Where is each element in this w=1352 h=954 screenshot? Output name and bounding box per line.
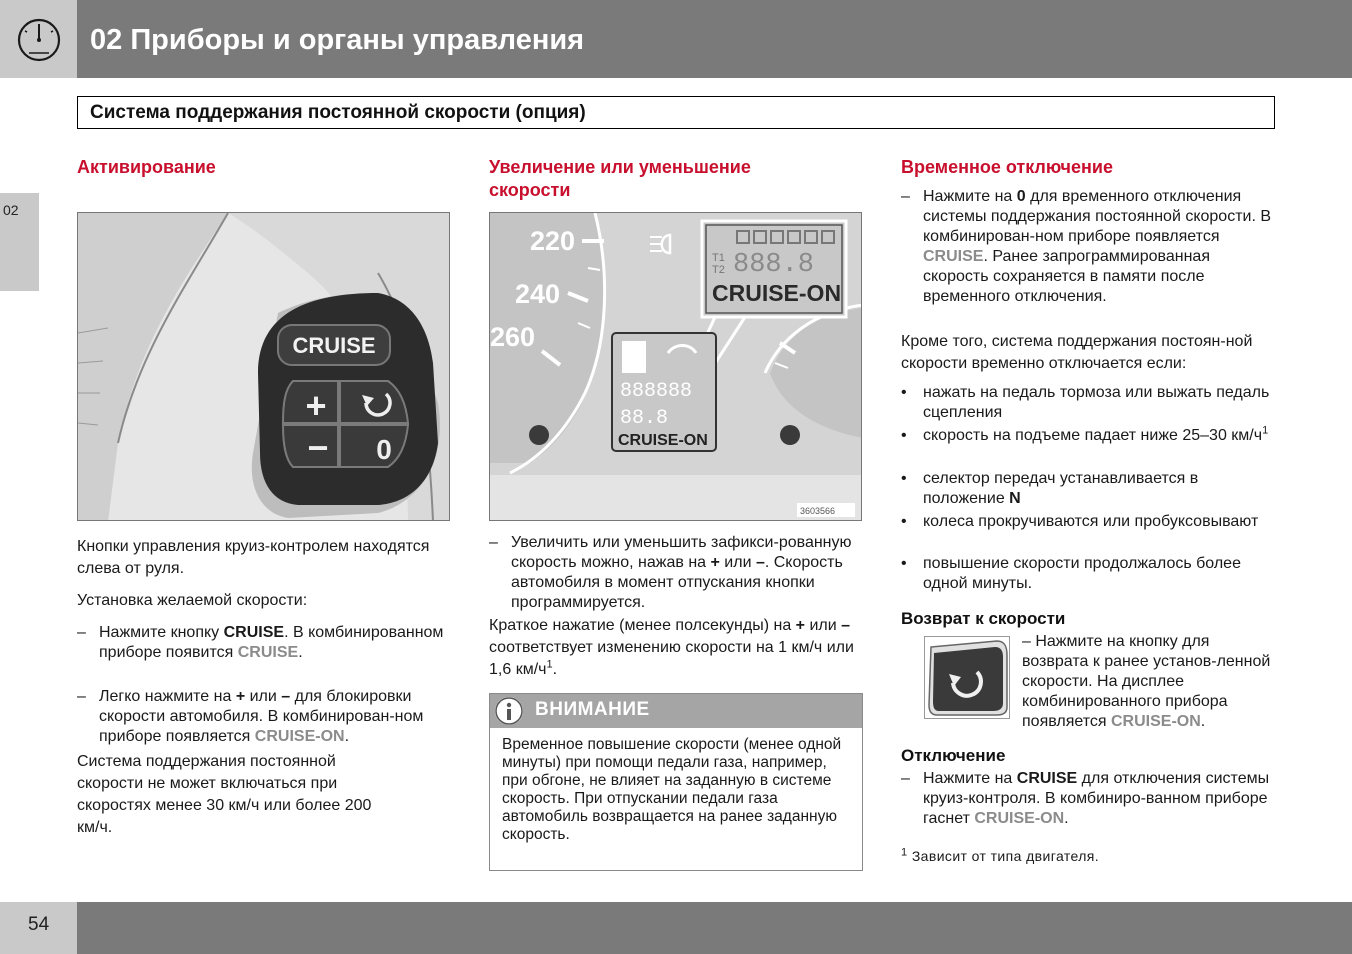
info-icon <box>495 697 523 725</box>
minus-button-label: − <box>307 427 329 468</box>
bullet-brake-clutch: • нажать на педаль тормоза или выжать педаль сцепления <box>901 384 1270 421</box>
zoom-digits: 888.8 <box>733 250 815 280</box>
zoom-cruise-on-text: CRUISE-ON <box>712 280 842 306</box>
zoom-t1-label: T1 <box>712 252 725 264</box>
lcd-cruise-on-text: CRUISE-ON <box>618 432 708 449</box>
heading-resume: Возврат к скорости <box>901 609 1066 628</box>
instrument-cluster-figure <box>489 212 862 521</box>
warning-box <box>489 693 863 871</box>
heading-temporary-disable: Временное отключение <box>901 157 1113 177</box>
chapter-header <box>0 0 1352 78</box>
bullet-gear-neutral: • селектор передач устанавливается в положение N <box>901 470 1199 507</box>
gauge-icon <box>15 17 63 63</box>
svg-text:88.8: 88.8 <box>620 407 669 430</box>
speed-220-label: 220 <box>530 226 576 256</box>
speed-260-label: 260 <box>490 322 536 352</box>
resume-button-figure <box>924 636 1010 719</box>
paragraph-speed-limits: Система поддержания постоянной скорости не может включаться при скоростях менее 30 км/ч или более 200 км/ч. <box>77 753 372 836</box>
chapter-title: 02 Приборы и органы управления <box>90 24 585 56</box>
paragraph-short-press: Краткое нажатие (менее полсекунды) на + или – соответствует изменению скорости на 1 км/ч или 1,6 $км/ч^1$. <box>489 617 854 678</box>
list-item-adjust-speed: – Увеличить или уменьшить зафикси-рованную скорость можно, нажав на + или –. Скорость автомобиля в момент отпускания кнопки программируется. <box>489 534 852 611</box>
speed-240-label: 240 <box>515 279 561 309</box>
chapter-icon-box <box>0 0 77 78</box>
page-footer <box>0 902 1352 954</box>
svg-text:888888: 888888 <box>620 380 693 403</box>
heading-activation: Активирование <box>77 157 216 177</box>
page-number: 54 <box>28 914 50 935</box>
paragraph-set-speed: Установка желаемой скорости: <box>77 592 308 609</box>
footnote: $^1$ Зависит от типа двигателя. <box>901 846 1100 864</box>
cruise-button-label: CRUISE <box>292 333 376 358</box>
section-title: Система поддержания постоянной скорости (опция) <box>90 102 586 123</box>
warning-title: ВНИМАНИЕ <box>535 699 650 720</box>
bullet-long-acceleration: • повышение скорости продолжалось более одной минуты. <box>901 555 1241 592</box>
list-item-press-zero: – Нажмите на 0 для временного отключения системы поддержания постоянной скорости. В комбинирован-ном приборе появляется CRUISE. Ранее запрограммированная скорость сохраняется в памяти после временного отключения. <box>901 188 1272 305</box>
paragraph-also-disabled-if: Кроме того, система поддержания постоян-ной скорости временно отключается если: <box>901 333 1253 372</box>
zoom-t2-label: T2 <box>712 264 725 276</box>
plus-button-label: + <box>305 385 327 426</box>
warning-text: Временное повышение скорости (менее одной минуты) при помощи педали газа, например, при обгоне, не влияет на заданную в системе скорость. При отпускании педали газа автомобиль возвращается на ранее заданную скорость. <box>502 736 842 843</box>
warning-header <box>490 694 862 728</box>
bullet-uphill-speed: • скорость на подъеме падает ниже 25–30 $км/ч^1$ <box>901 424 1269 444</box>
page-number-box <box>0 902 77 954</box>
list-item-press-plus-minus: – Легко нажмите на + или – для блокировки скорости автомобиля. В комбинирован-ном приборе появляется CRUISE-ON. <box>77 688 424 745</box>
heading-increase-decrease: Увеличение или уменьшение скорости <box>489 157 751 200</box>
side-chapter-tab <box>0 193 39 291</box>
steering-wheel-buttons-figure <box>77 212 450 521</box>
image-code: 3603566 <box>800 506 836 516</box>
paragraph-resume: – Нажмите на кнопку для возврата к ранее установ-ленной скорости. На дисплее комбинированного прибора появляется CRUISE-ON. <box>1022 633 1271 730</box>
bullet-wheel-spin: • колеса прокручиваются или пробуксовывают <box>901 513 1259 530</box>
zero-button-label: 0 <box>376 434 392 465</box>
section-title-box <box>77 96 1275 129</box>
list-item-press-cruise-off: – Нажмите на CRUISE для отключения системы круиз-контроля. В комбиниро-ванном приборе гаснет CRUISE-ON. <box>901 770 1270 827</box>
heading-off: Отключение <box>901 746 1006 765</box>
side-tab-label: 02 <box>3 202 19 218</box>
list-item-press-cruise: – Нажмите кнопку CRUISE. В комбинированном приборе появится CRUISE. <box>77 624 444 661</box>
paragraph-buttons-location: Кнопки управления круиз-контролем находятся слева от руля. <box>77 538 430 577</box>
